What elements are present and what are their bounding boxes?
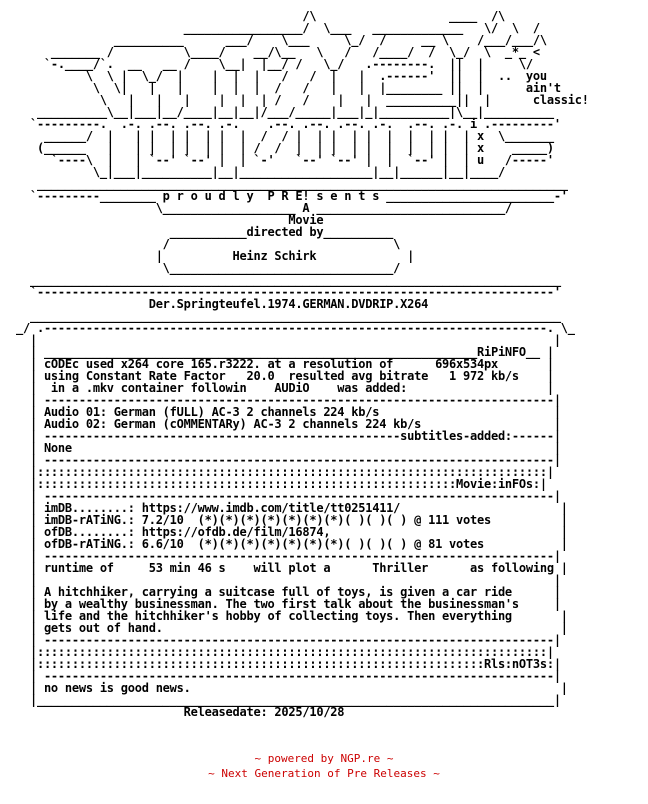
nfo-line: | Audio 01: German (fULL) AC-3 2 channels 224 kb/s | [16,405,561,419]
footer-powered-by: ~ powered by NGP.re ~ [254,752,394,765]
nfo-line: | ofDB........: https://ofdb.de/film/16874, | [16,525,568,539]
nfo-line: _________________/ \___ _____________ \/ \ / [16,21,540,35]
nfo-line: | Audio 02: German (cOMMENTARy) AC-3 2 channels 224 kb/s | [16,417,561,431]
nfo-line: | runtime of 53 min 46 s will plot a Thriller as following | [16,561,568,575]
nfo-line: | gets out of hand. | [16,621,568,635]
nfo-line: `----\ | | `--' `--' | | `-' `--' `--' | | `--' | | u /-----' [16,153,554,167]
nfo-line: | | [16,333,561,347]
nfo-line: | A hitchhiker, carrying a suitcase full of toys, is given a car ride | [16,585,561,599]
nfo-line: | Heinz Schirk | [16,249,415,263]
nfo-line: |::::::::::::::::::::::::::::::::::::::::::::::::::::::::::::Movie:inFOs:| [16,477,547,491]
nfo-line: | life and the hitchhiker's hobby of collecting toys. Then everything | [16,609,568,623]
nfo-line: | in a .mkv container followin AUDiO was added: | [16,381,554,395]
nfo-line: | | [16,573,561,587]
nfo-line: `---------. .-. .--. .--. .-. .--. .--. .--. .-. .--. .-. i .---------' [16,117,561,131]
nfo-line: | -------------------------------------------------------------------------| [16,633,561,647]
nfo-line: ____________________________________________________________________________ [16,309,561,323]
nfo-line: _______ / \____/ __/\__ \ / /____/ / \_/ \ _*_ < [16,45,540,59]
nfo-line: __________ ___/ \___ \_/ / __ \ /___/___/\ [16,33,547,47]
nfo-line: | ofDB-rATiNG.: 6.6/10 (*)(*)(*)(*)(*)(*)(*)( )( )( ) @ 81 votes | [16,537,568,551]
nfo-line: `-.____/`. __ __ / \__| |__/ / \_/ .--------. || | \/ [16,57,533,71]
nfo-line: | imDB-rATiNG.: 7.2/10 (*)(*)(*)(*)(*)(*)(*)( )( )( ) @ 111 votes | [16,513,568,527]
nfo-line: /\ ____ /\ [16,10,505,23]
nfo-line: | ---------------------------------------------------subtitles-added:------| [16,429,561,443]
nfo-line: |:::::::::::::::::::::::::::::::::::::::::::::::::::::::::::::::::::::::::| [16,465,554,479]
nfo-line: | by a wealthy businessman. The two first talk about the businessman's | [16,597,561,611]
nfo-text-art [16,10,640,718]
nfo-line: \___________________ A ___________________________/ [16,201,512,215]
nfo-line: ______/ | | | | | | | | / / | | | | | | | | | | x \_______ [16,129,554,143]
nfo-line: ____________________________________________________________________________ [16,273,561,287]
nfo-line: |::::::::::::::::::::::::::::::::::::::::::::::::::::::::::::::::Rls:nOT3s:| [16,657,561,671]
nfo-line: | no news is good news. | [16,681,568,695]
nfo-line: | cODEc used x264 core 165.r3222. at a resolution of 696x534px | [16,357,554,371]
nfo-line: | ______________________________________________________________RiPiNFO__ | [16,345,554,359]
nfo-line: Movie [16,213,324,227]
nfo-line: (______ | | | | | | | | / / | | | | | | | | | | x _____) [16,141,554,155]
nfo-line: |:::::::::::::::::::::::::::::::::::::::::::::::::::::::::::::::::::::::::| [16,645,554,659]
nfo-line: | -------------------------------------------------------------------------| [16,489,561,503]
nfo-line: `---------________ p r o u d l y P R E! s e n t s ________________________-' [16,189,568,203]
nfo-line: \ | | | | | | / / | | __________|| | classic! [16,93,589,107]
nfo-line: | -------------------------------------------------------------------------| [16,669,561,683]
nfo-line: Der.Springteufel.1974.GERMAN.DVDRIP.X264 [16,297,429,311]
nfo-line: | using Constant Rate Factor 20.0 resulted avg bitrate 1 972 kb/s | [16,369,554,383]
nfo-line: | -------------------------------------------------------------------------| [16,393,561,407]
nfo-line: __________\__|___|__/____|__|__|/___/_____|___|_|__________|\__|__________ [16,105,554,119]
nfo-line: | None | [16,441,561,455]
footer-tagline: ~ Next Generation of Pre Releases ~ [208,767,440,780]
nfo-line: / \ [16,237,401,251]
nfo-line: _/ .------------------------------------------------------------------------. \_ [16,321,575,335]
nfo-line: | -------------------------------------------------------------------------| [16,549,561,563]
nfo-line: | -------------------------------------------------------------------------| [16,453,561,467]
nfo-line: \ \| | | | | | / / | | |________ || | ain't [16,81,561,95]
nfo-line: ___________directed by__________ [16,225,394,239]
nfo-line: `--------------------------------------------------------------------------' [16,285,561,299]
nfo-line: | imDB........: https://www.imdb.com/title/tt0251411/ | [16,501,568,515]
nfo-line: ____________________________________________________________________________ [16,177,568,191]
nfo-line: \_|___|__________|__|___________________|__|______|__|____/ [16,165,505,179]
nfo-line: Releasedate: 2025/10/28 [16,705,345,718]
nfo-line: |__________________________________________________________________________| [16,693,561,707]
nfo-line: \________________________________/ [16,261,401,275]
nfo-line: \ \ | \_/ | | | | / / | | .------' || | .. you [16,69,547,83]
